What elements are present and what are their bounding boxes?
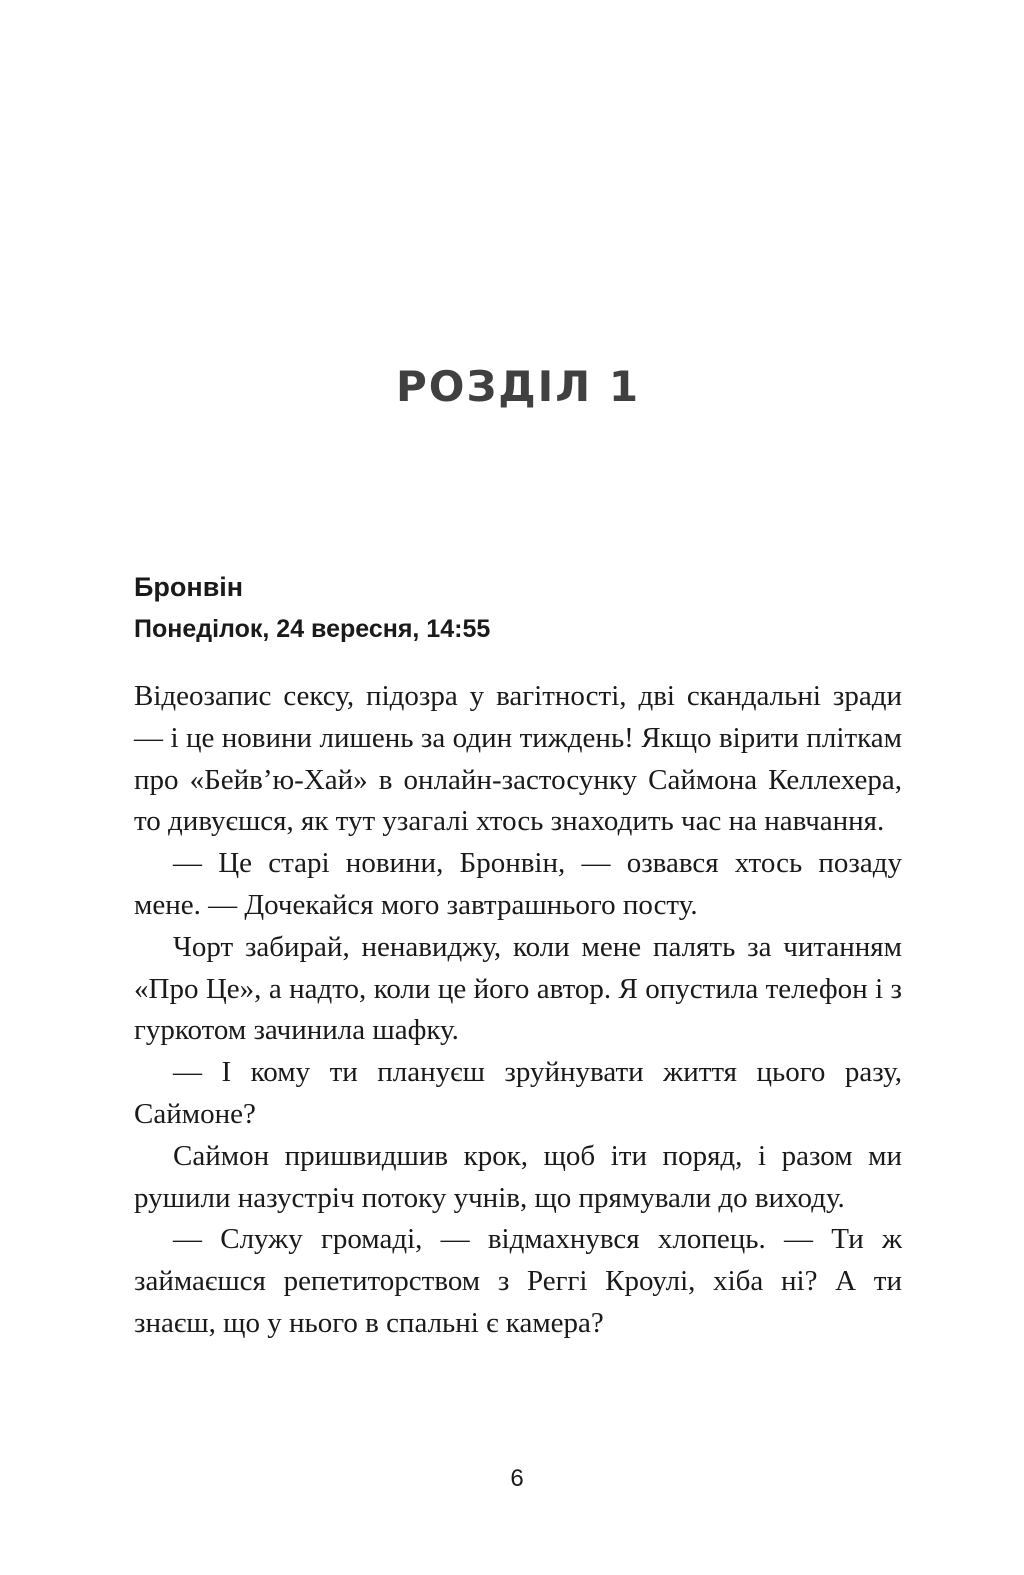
paragraph: — Це старі новини, Бронвін, — озвався хтось позаду мене. — Дочекайся мого завтрашнього посту. — [134, 847, 902, 921]
paragraph: Саймон пришвидшив крок, щоб іти поряд, і разом ми рушили назустріч потоку учнів, що прямували до виходу. — [134, 1139, 902, 1214]
page-number: 6 — [510, 1465, 524, 1492]
paragraph: — Служу громаді, — відмахнувся хлопець. — Ти ж займаєшся репетиторством з Реггі Кроулі, хіба ні? А ти знаєш, що у нього в спальні є камера? — [134, 1223, 902, 1339]
body-text — [134, 676, 902, 1345]
paragraph: Відеозапис сексу, підозра у вагітності, дві скандальні зради — і це новини лишень за один тиждень! Якщо вірити пліткам про «Бейв’ю-Хай» в онлайн-застосунку Саймона Келлехера, то дивуєшся, як тут узагалі хтось знаходить час на навчання. — [134, 680, 902, 838]
narrator-heading: Бронвін — [134, 572, 244, 602]
paragraph: Чорт забирай, ненавиджу, коли мене палять за читанням «Про Це», а надто, коли це його автор. Я опустила телефон і з гуркотом зачинила шафку. — [134, 930, 902, 1047]
paragraph: — І кому ти плануєш зруйнувати життя цього разу, Саймоне? — [134, 1056, 902, 1130]
chapter-title: РОЗДІЛ 1 — [395, 362, 641, 411]
dateline-heading: Понеділок, 24 вересня, 14:55 — [134, 615, 491, 643]
